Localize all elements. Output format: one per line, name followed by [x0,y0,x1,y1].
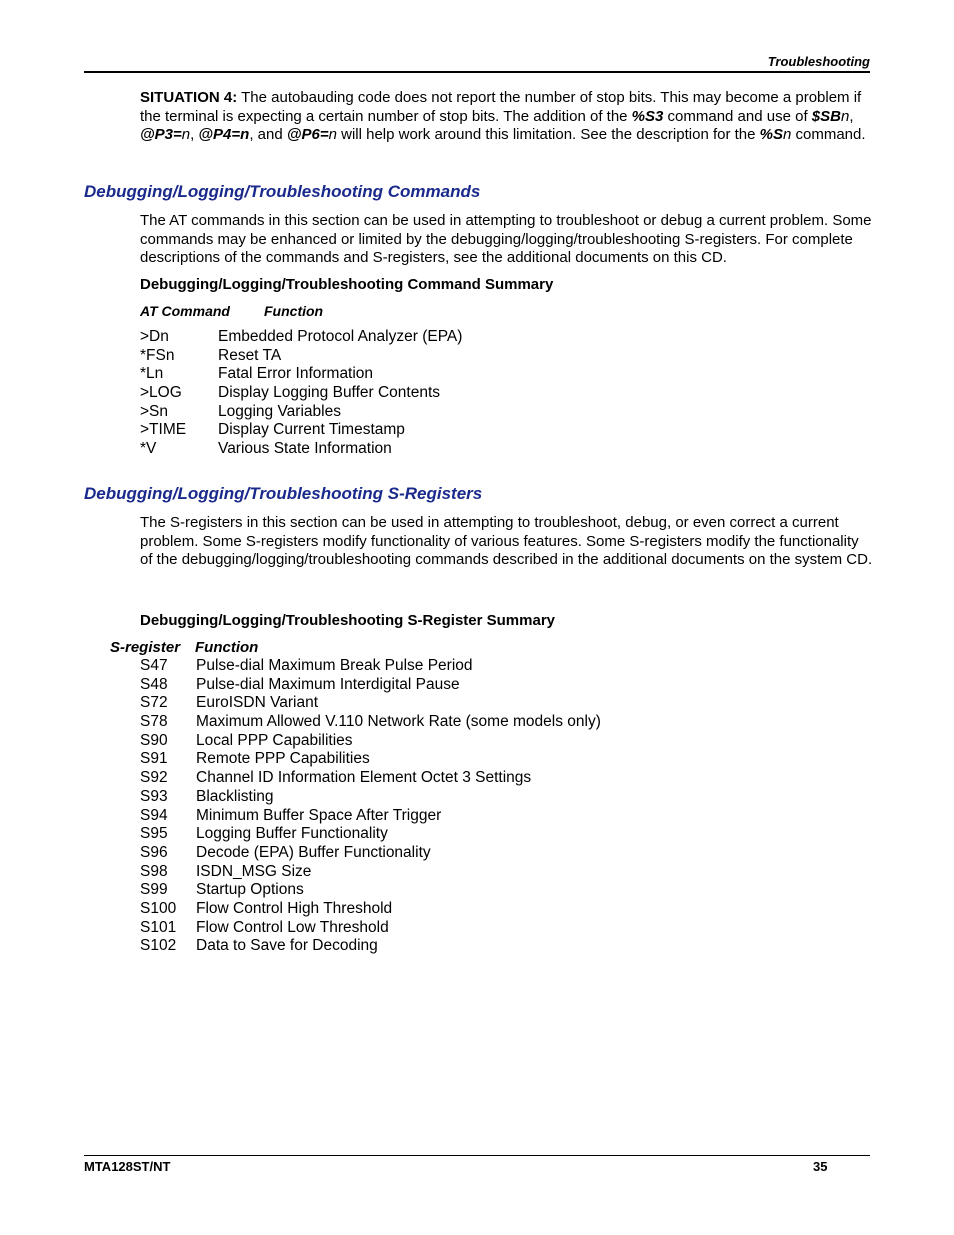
sregister-function: Remote PPP Capabilities [196,750,370,768]
situation-label: SITUATION 4: [140,89,238,106]
sregister-function: Logging Buffer Functionality [196,825,388,843]
command-ref: @P6= [286,126,329,144]
list-item [140,384,462,403]
sregister-function: Startup Options [196,881,304,899]
page-number: 35 [813,1159,828,1174]
sregister-code: S94 [140,806,168,824]
text-run: command. [791,126,866,144]
command-code: >Dn [140,328,169,345]
command-function: Reset TA [218,346,282,364]
list-item [140,863,601,882]
param-n: n [181,126,191,144]
list-item [140,365,462,384]
list-item [140,676,601,695]
text-run: , [849,107,854,125]
command-code: >TIME [140,421,187,439]
command-ref: %S [759,126,783,144]
command-function: Display Logging Buffer Contents [218,384,441,402]
list-item [140,403,462,422]
sregister-function: Pulse-dial Maximum Break Pulse Period [196,657,473,674]
col-header-s-register: S-register [110,639,181,656]
footer-product-name: MTA128ST/NT [84,1159,171,1174]
command-summary-title: Debugging/Logging/Troubleshooting Command Summary [140,276,554,293]
text-run: will help work around this limitation. See the description for the [336,126,760,144]
list-item [140,900,601,919]
command-code: *Ln [140,365,164,383]
command-function: Various State Information [218,440,392,458]
param-n: n [783,126,792,144]
sregister-function: Blacklisting [196,787,274,805]
running-header: Troubleshooting [767,54,870,69]
command-function: Logging Variables [218,402,341,420]
sregister-code: S72 [140,694,168,712]
list-item [140,788,601,807]
list-item [140,807,601,826]
sregister-code: S48 [140,675,168,693]
sregister-code: S93 [140,787,168,805]
param-n: n [240,126,250,144]
sregister-function: ISDN_MSG Size [196,862,312,880]
command-function: Display Current Timestamp [218,421,405,439]
sregister-code: S78 [140,713,168,731]
list-item [140,694,601,713]
list-item [140,881,601,900]
command-code: >LOG [140,384,182,402]
command-function: Embedded Protocol Analyzer (EPA) [218,328,463,345]
sregister-code: S101 [140,918,177,936]
sregister-code: S100 [140,899,177,917]
command-code: *FSn [140,346,175,364]
command-list [140,328,462,459]
sregister-function: Decode (EPA) Buffer Functionality [196,843,431,861]
sregister-function: Flow Control Low Threshold [196,918,389,936]
list-item [140,750,601,769]
sregister-function: EuroISDN Variant [196,694,319,712]
col-header-at-command: AT Command [140,303,230,319]
text-run: , and [249,126,287,144]
sregister-code: S92 [140,769,168,787]
sregister-function: Flow Control High Threshold [196,899,393,917]
sregister-function: Pulse-dial Maximum Interdigital Pause [196,675,460,693]
sregister-function: Data to Save for Decoding [196,937,378,955]
col-header-function: Function [195,639,259,656]
sregister-code: S99 [140,881,168,899]
list-item [140,844,601,863]
header-rule [84,71,870,73]
sregister-function: Maximum Allowed V.110 Network Rate (some models only) [196,713,601,731]
sregister-code: S91 [140,750,168,768]
text-run: , [190,126,199,144]
sregister-list [140,657,601,956]
list-item [140,713,601,732]
text-run: The autobauding code does not report the number of stop bits. This may become a problem if the terminal is expecting a certain number of stop bits. The addition of the [140,89,862,125]
list-item [140,919,601,938]
sregister-function: Minimum Buffer Space After Trigger [196,806,442,824]
command-code: *V [140,440,157,458]
col-header-function: Function [264,303,324,319]
command-function: Fatal Error Information [218,365,374,383]
command-ref: @P3= [140,126,182,144]
command-ref: %S3 [631,107,664,125]
sregister-function: Channel ID Information Element Octet 3 Settings [196,769,532,787]
list-item [140,440,462,459]
command-ref: @P4= [198,126,241,144]
list-item [140,328,462,347]
list-item [140,937,601,956]
sregister-summary-title: Debugging/Logging/Troubleshooting S-Register Summary [140,612,556,629]
list-item [140,769,601,788]
sregister-function: Local PPP Capabilities [196,731,353,749]
commands-intro: The AT commands in this section can be used in attempting to troubleshoot or debug a current problem. Some commands may be enhanced or limited by the debugging/logging/troubleshooting S-registers. For complete descriptions of the commands and S-registers, see the additional documents on this CD. [140,212,872,267]
commands-section-heading: Debugging/Logging/Troubleshooting Commands [84,182,481,201]
list-item [140,347,462,366]
situation-4-paragraph [140,89,875,145]
command-code: >Sn [140,402,169,420]
list-item [140,732,601,751]
sregister-code: S90 [140,731,168,749]
list-item [140,825,601,844]
param-n: n [840,107,850,125]
footer-rule [84,1155,870,1156]
sregisters-intro: The S-registers in this section can be used in attempting to troubleshoot, debug, or even correct a current problem. Some S-registers modify functionality of various features. Some S-registers modify the functionality of the debugging/logging/troubleshooting commands described in the additional documents on the system CD. [140,514,873,569]
list-item [140,657,601,676]
param-n: n [328,126,337,144]
sregisters-section-heading: Debugging/Logging/Troubleshooting S-Registers [84,484,483,503]
list-item [140,421,462,440]
text-run: command and use of [663,107,812,125]
sregister-code: S47 [140,657,168,674]
sregister-code: S102 [140,937,177,955]
sregister-code: S96 [140,843,168,861]
command-ref: $SB [811,107,841,125]
sregister-code: S95 [140,825,168,843]
sregister-code: S98 [140,862,168,880]
